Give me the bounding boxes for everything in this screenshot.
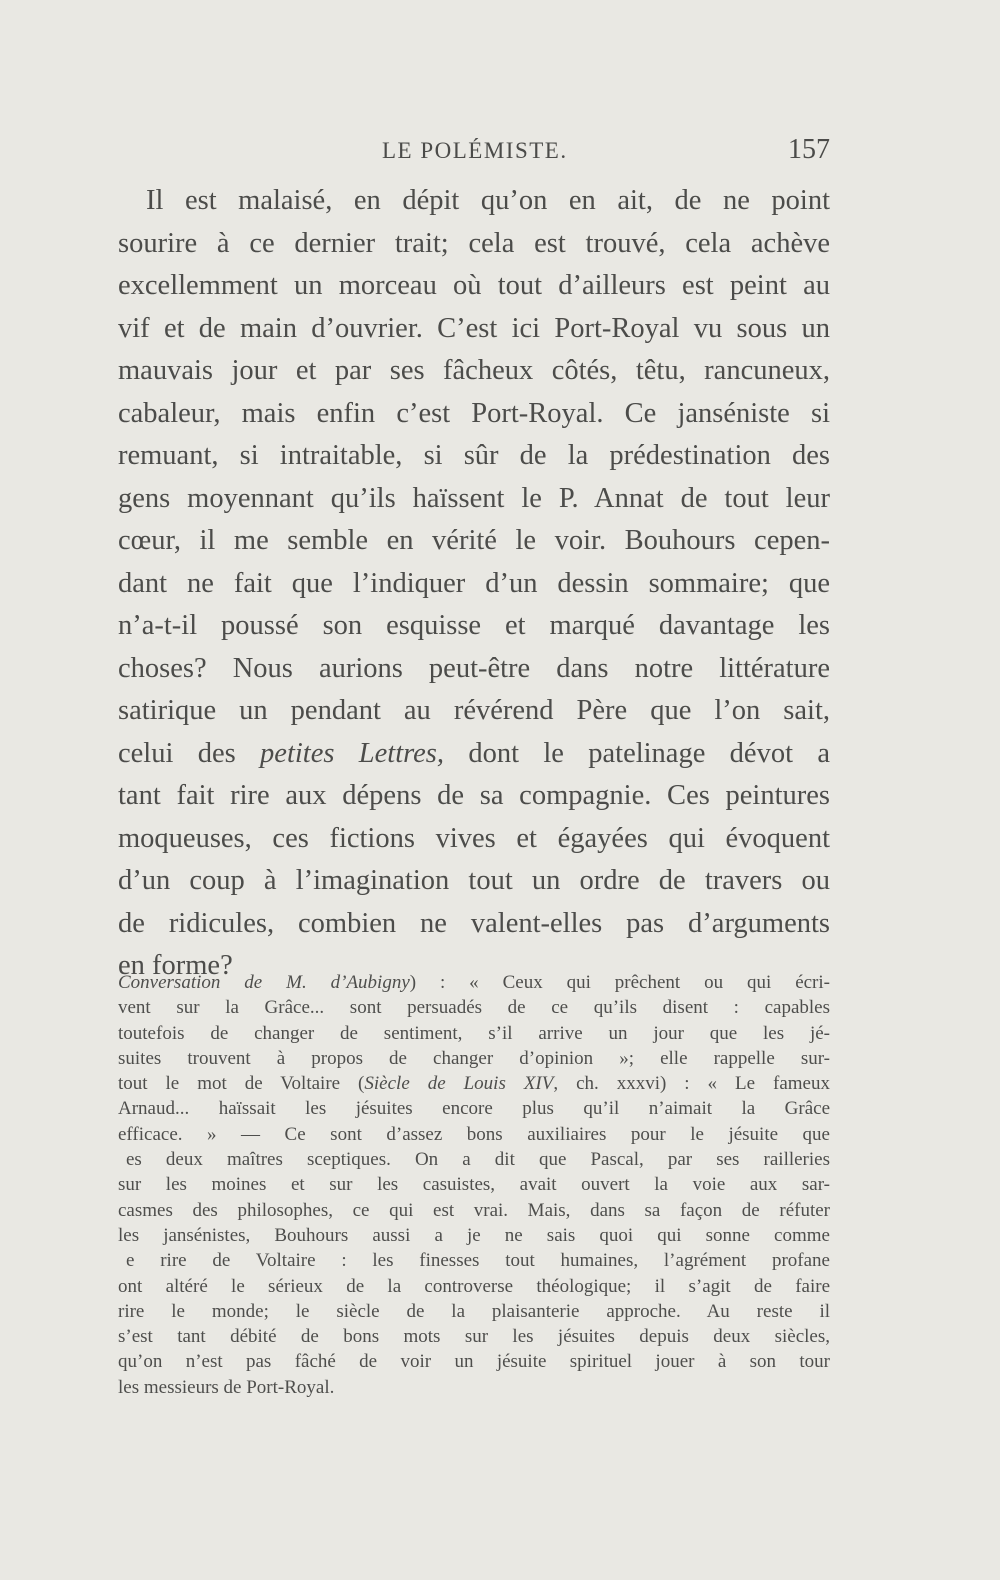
footnote-line: es deux maîtres sceptiques. On a dit que Pascal, par ses railleries — [126, 1149, 830, 1171]
footnote-line: suites trouvent à propos de changer d’opinion »; elle rappelle sur- — [118, 1047, 830, 1069]
text-segment: tout le mot de Voltaire ( — [118, 1073, 365, 1095]
text-line: n’a-t-il poussé son esquisse et marqué davantage les — [118, 610, 830, 641]
text-line: d’un coup à l’imagination tout un ordre de travers ou — [118, 865, 830, 896]
text-segment: celui des — [118, 737, 261, 769]
footnote — [118, 970, 830, 1400]
footnote-line: toutefois de changer de sentiment, s’il arrive un jour que les jé- — [118, 1022, 830, 1044]
footnote-line: sur les moines et sur les casuistes, avait ouvert la voie aux sar- — [118, 1174, 830, 1196]
text-segment: , ch. xxxvi) : « Le fameux — [553, 1073, 830, 1095]
running-title: LE POLÉMISTE. — [382, 138, 568, 163]
text-line: vif et de main d’ouvrier. C’est ici Port-Royal vu sous un — [118, 312, 830, 344]
text-line: moqueuses, ces fictions vives et égayées qui évoquent — [118, 822, 830, 854]
footnote-line: ont altéré le sérieux de la controverse théologique; il s’agit de faire — [118, 1275, 830, 1297]
text-line: tant fait rire aux dépens de sa compagnie. Ces peintures — [118, 780, 830, 811]
footnote-line: s’est tant débité de bons mots sur les jésuites depuis deux siècles, — [118, 1326, 830, 1348]
text-line-with-italic — [118, 733, 830, 776]
text-line: sourire à ce dernier trait; cela est trouvé, cela achève — [118, 227, 830, 259]
footnote-line: efficace. » — Ce sont d’assez bons auxiliaires pour le jésuite que — [118, 1123, 830, 1145]
italic-title: petites Lettres, — [260, 737, 445, 769]
text-line: de ridicules, combien ne valent-elles pas d’arguments — [118, 907, 830, 939]
main-paragraph — [118, 180, 830, 988]
italic-title: Siècle de Louis XIV — [364, 1073, 554, 1095]
text-segment: ) : « Ceux qui prêchent ou qui écri- — [409, 972, 830, 993]
footnote-line: casmes des philosophes, ce qui est vrai. Mais, dans sa façon de réfuter — [118, 1199, 830, 1221]
text-line: gens moyennant qu’ils haïssent le P. Annat de tout leur — [118, 482, 830, 514]
text-line: cabaleur, mais enfin c’est Port-Royal. Ce janséniste si — [118, 397, 830, 429]
footnote-line: vent sur la Grâce... sont persuadés de ce qu’ils disent : capables — [118, 997, 830, 1019]
page-number: 157 — [788, 134, 830, 165]
text-line: Il est malaisé, en dépit qu’on en ait, de ne point — [146, 185, 830, 216]
footnote-line: Arnaud... haïssait les jésuites encore plus qu’il n’aimait la Grâce — [118, 1098, 830, 1120]
text-line: remuant, si intraitable, si sûr de la prédestination des — [118, 440, 830, 471]
text-line: cœur, il me semble en vérité le voir. Bouhours cepen- — [118, 525, 830, 556]
text-line: excellemment un morceau où tout d’ailleurs est peint au — [118, 270, 830, 301]
running-head — [118, 134, 830, 168]
text-line: satirique un pendant au révérend Père que l’on sait, — [118, 695, 830, 726]
footnote-line: qu’on n’est pas fâché de voir un jésuite spirituel jouer à son tour — [118, 1351, 830, 1373]
footnote-line: e rire de Voltaire : les finesses tout humaines, l’agrément profane — [126, 1250, 830, 1272]
footnote-line: les jansénistes, Bouhours aussi a je ne sais quoi qui sonne comme — [118, 1224, 830, 1246]
footnote-line — [118, 1071, 830, 1096]
text-line: mauvais jour et par ses fâcheux côtés, têtu, rancuneux, — [118, 355, 830, 386]
footnote-line: rire le monde; le siècle de la plaisanterie approche. Au reste il — [118, 1300, 830, 1322]
italic-title: Conversation de M. d’Aubigny — [118, 972, 410, 993]
text-line: dant ne fait que l’indiquer d’un dessin sommaire; que — [118, 567, 830, 599]
text-line: en forme? — [118, 950, 233, 981]
text-segment: dont le patelinage dévot a — [444, 737, 830, 769]
footnote-line — [118, 970, 830, 995]
footnote-line: les messieurs de Port-Royal. — [118, 1376, 335, 1398]
text-line: choses? Nous aurions peut-être dans notre littérature — [118, 652, 830, 684]
